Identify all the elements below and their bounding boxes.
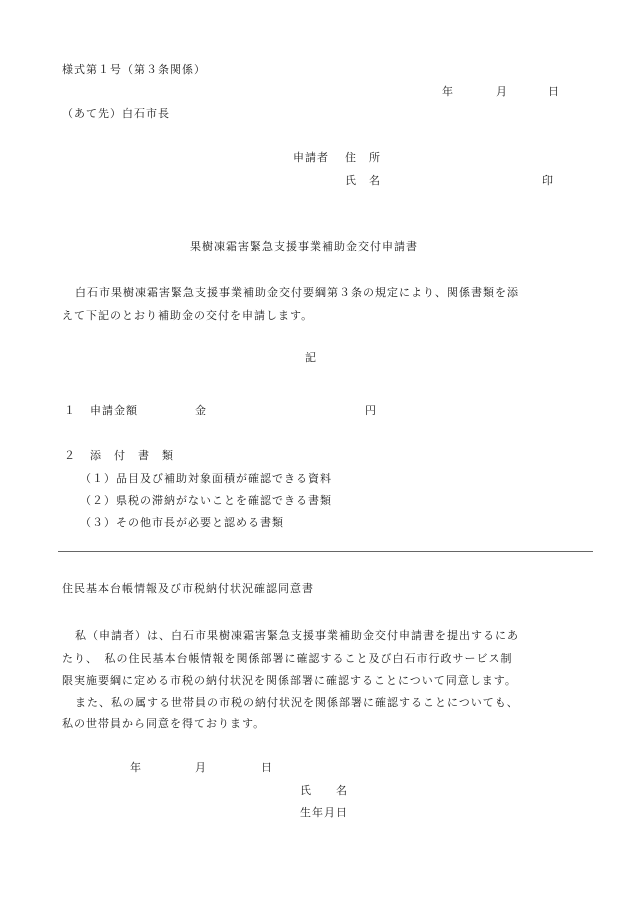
item-2-number: ２ xyxy=(64,449,76,462)
consent-date-day: 日 xyxy=(261,761,273,774)
consent-birth-label: 生年月日 xyxy=(300,806,348,819)
item-1-label: 申請金額 xyxy=(90,404,138,417)
document-title: 果樹凍霜害緊急支援事業補助金交付申請書 xyxy=(190,240,418,253)
consent-line: また、私の属する世帯員の市税の納付状況を関係部署に確認することについても、 xyxy=(75,696,519,709)
header-date-day: 日 xyxy=(548,85,560,98)
item-2-label: 添 付 書 類 xyxy=(90,449,174,462)
section-divider xyxy=(58,551,593,552)
ki-heading: 記 xyxy=(305,351,317,364)
attachment-item: （３）その他市長が必要と認める書類 xyxy=(80,516,284,529)
body-line: 白石市果樹凍霜害緊急支援事業補助金交付要綱第３条の規定により、関係書類を添 xyxy=(75,286,519,299)
consent-line: 限実施要綱に定める市税の納付状況を関係部署に確認することについて同意します。 xyxy=(62,674,517,687)
applicant-name-label: 氏 名 xyxy=(345,174,381,187)
consent-date-month: 月 xyxy=(195,761,207,774)
consent-date-year: 年 xyxy=(130,761,142,774)
header-date-year: 年 xyxy=(442,85,454,98)
item-1-yen: 円 xyxy=(365,404,377,417)
consent-line: たり、 私の住民基本台帳情報を関係部署に確認すること及び白石市行政サービス制 xyxy=(62,652,513,665)
item-1-kin: 金 xyxy=(195,404,207,417)
consent-line: 私の世帯員から同意を得ております。 xyxy=(62,717,266,730)
seal-mark: 印 xyxy=(542,174,554,187)
attachment-item: （２）県税の滞納がないことを確認できる書類 xyxy=(80,494,332,507)
consent-title: 住民基本台帳情報及び市税納付状況確認同意書 xyxy=(62,582,314,595)
body-line: えて下記のとおり補助金の交付を申請します。 xyxy=(62,309,314,322)
applicant-address-label: 住 所 xyxy=(345,151,381,164)
applicant-label: 申請者 xyxy=(293,151,329,164)
consent-name-label: 氏 名 xyxy=(300,784,348,797)
form-label: 様式第１号（第３条関係） xyxy=(62,63,206,76)
consent-line: 私（申請者）は、白石市果樹凍霜害緊急支援事業補助金交付申請書を提出するにあ xyxy=(75,629,519,642)
attachment-item: （１）品目及び補助対象面積が確認できる資料 xyxy=(80,472,332,485)
item-1-number: １ xyxy=(64,404,76,417)
addressee: （あて先）白石市長 xyxy=(62,107,170,120)
header-date-month: 月 xyxy=(496,85,508,98)
